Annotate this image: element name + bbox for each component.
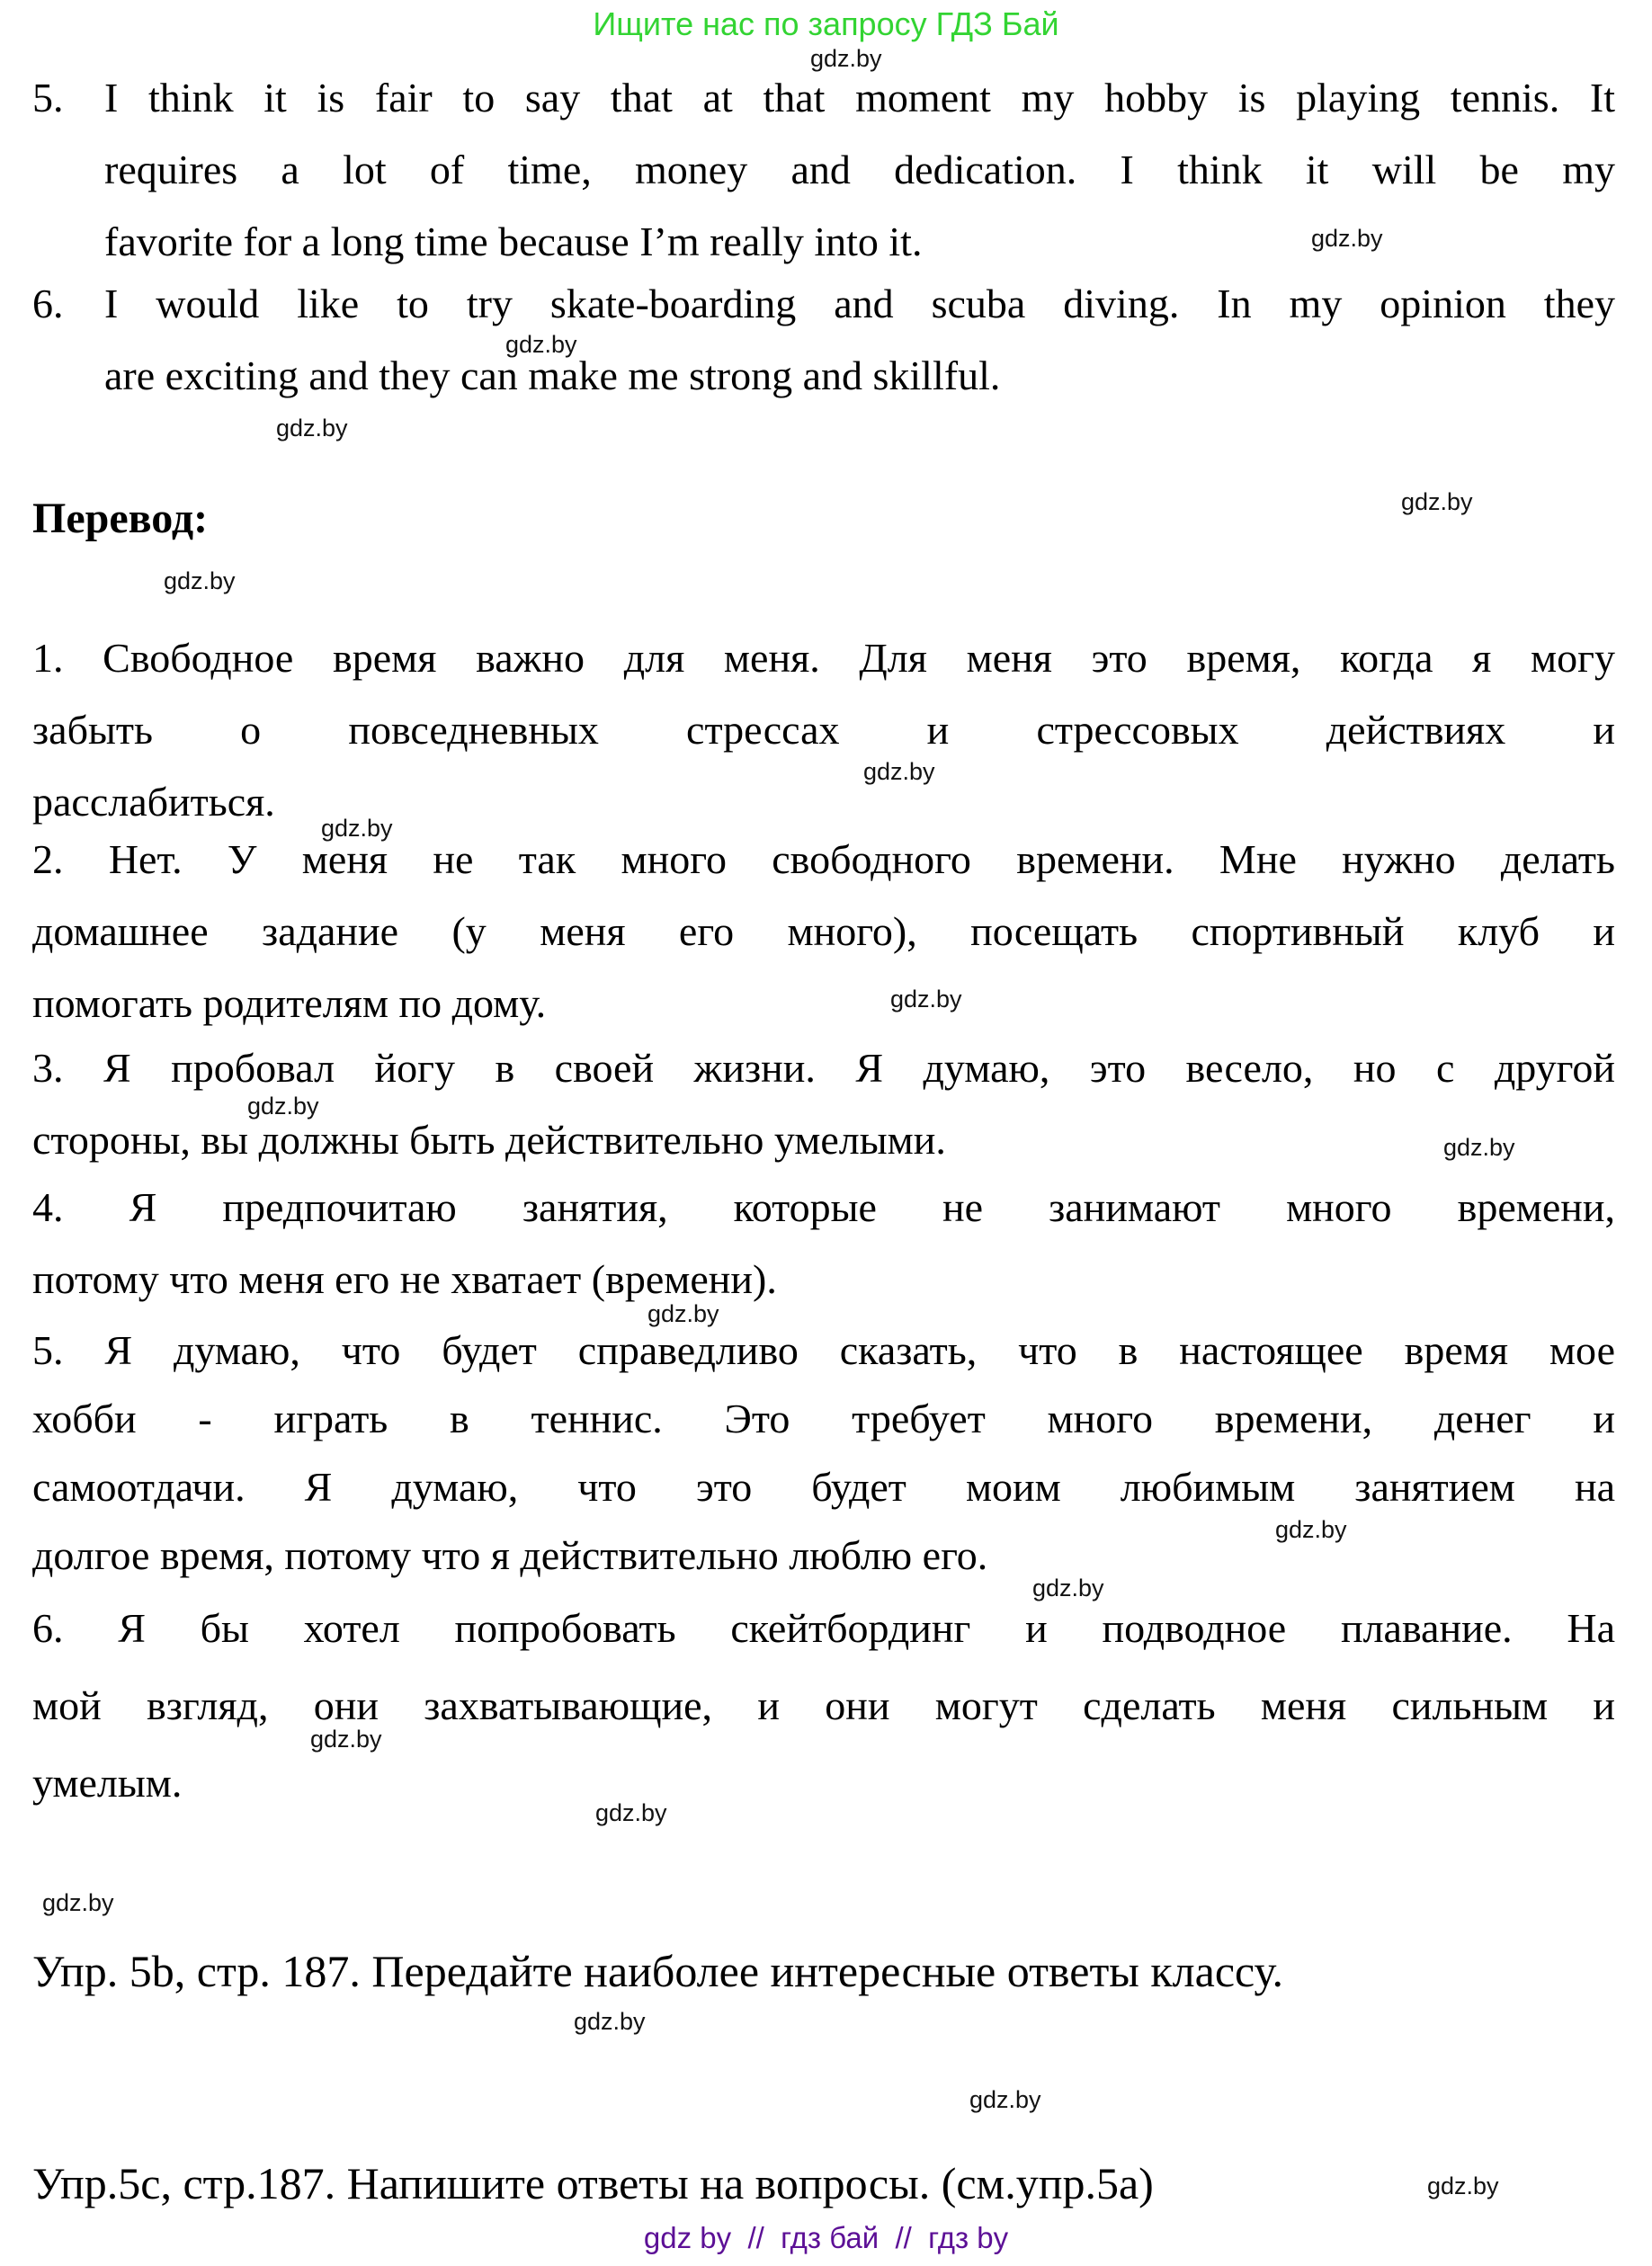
promo-banner: Ищите нас по запросу ГДЗ Бай xyxy=(593,5,1059,42)
translation-line: 6. Я бы хотел попробовать скейтбординг и подводное плавание. На xyxy=(32,1605,1615,1651)
translation-line: мой взгляд, они захватывающие, и они могут сделать меня сильным и xyxy=(32,1682,1615,1728)
translation-line: 3. Я пробовал йогу в своей жизни. Я думаю, это весело, но с другой xyxy=(32,1045,1615,1091)
translation-item-3 xyxy=(32,1032,1615,1176)
gdz-watermark: gdz.by xyxy=(969,2086,1041,2113)
answer-line-text: I would like to try skate-boarding and scuba diving. In my opinion they xyxy=(104,281,1615,326)
translation-line: домашнее задание (у меня его много), посещать спортивный клуб и xyxy=(32,908,1615,954)
answer-line: favorite for a long time because I’m really into it. xyxy=(104,219,923,264)
gdz-watermark: gdz.by xyxy=(505,331,577,358)
gdz-watermark: gdz.by xyxy=(1401,488,1473,515)
translation-item-1 xyxy=(32,622,1615,838)
answer-line xyxy=(32,62,1615,134)
item-number: 5. xyxy=(32,75,64,120)
gdz-watermark: gdz.by xyxy=(595,1799,667,1826)
translation-line: потому что меня его не хватает (времени). xyxy=(32,1256,777,1302)
translation-line: хобби - играть в теннис. Это требует много времени, денег и xyxy=(32,1396,1615,1441)
translation-line: забыть о повседневных стрессах и стрессовых действиях и xyxy=(32,707,1615,753)
gdz-watermark: gdz.by xyxy=(164,567,236,594)
translation-line: самоотдачи. Я думаю, что это будет моим любимым занятием на xyxy=(32,1464,1615,1510)
translation-item-4 xyxy=(32,1172,1615,1316)
answer-line-text: I think it is fair to say that at that moment my hobby is playing tennis. It xyxy=(104,75,1615,120)
translation-line: умелым. xyxy=(32,1760,183,1806)
gdz-watermark: gdz.by xyxy=(863,758,935,785)
translation-line: долгое время, потому что я действительно люблю его. xyxy=(32,1532,988,1578)
answer-line xyxy=(32,268,1615,340)
gdz-watermark: gdz.by xyxy=(1032,1575,1104,1601)
translation-line: расслабиться. xyxy=(32,779,275,825)
translation-line: помогать родителям по дому. xyxy=(32,980,547,1026)
gdz-watermark: gdz.by xyxy=(310,1726,382,1753)
gdz-watermark: gdz.by xyxy=(321,815,393,842)
gdz-watermark: gdz.by xyxy=(647,1300,719,1327)
gdz-watermark: gdz.by xyxy=(276,415,348,442)
item-number: 6. xyxy=(32,281,64,326)
gdz-watermark: gdz.by xyxy=(1311,225,1383,252)
translation-item-6 xyxy=(32,1590,1615,1822)
translation-line: 2. Нет. У меня не так много свободного времени. Мне нужно делать xyxy=(32,836,1615,882)
translation-item-5 xyxy=(32,1316,1615,1590)
gdz-watermark: gdz.by xyxy=(810,45,882,72)
gdz-watermark: gdz.by xyxy=(574,2008,646,2035)
gdz-watermark: gdz.by xyxy=(1427,2172,1499,2199)
translation-line: 4. Я предпочитаю занятия, которые не занимают много времени, xyxy=(32,1184,1615,1230)
gdz-watermark: gdz.by xyxy=(42,1889,114,1916)
gdz-watermark: gdz.by xyxy=(890,986,962,1013)
answer-line: are exciting and they can make me strong and skillful. xyxy=(104,352,1001,398)
exercise-note-5b: Упр. 5b, стр. 187. Передайте наиболее интересные ответы классу. xyxy=(32,1946,1284,1996)
exercise-note-5c: Упр.5с, стр.187. Напишите ответы на вопросы. (см.упр.5а) xyxy=(32,2158,1154,2208)
translation-line: стороны, вы должны быть действительно умелыми. xyxy=(32,1117,946,1163)
gdz-watermark: gdz.by xyxy=(1275,1516,1347,1543)
english-answer-5 xyxy=(32,62,1615,278)
translation-line: 1. Свободное время важно для меня. Для меня это время, когда я могу xyxy=(32,635,1615,681)
answer-line: requires a lot of time, money and dedication. I think it will be my xyxy=(104,147,1615,192)
english-answer-6 xyxy=(32,268,1615,412)
footer-links: gdz by // гдз бай // гдз by xyxy=(643,2221,1009,2254)
translation-item-2 xyxy=(32,824,1615,1039)
translation-line: 5. Я думаю, что будет справедливо сказать, что в настоящее время мое xyxy=(32,1327,1615,1373)
gdz-watermark: gdz.by xyxy=(1443,1134,1515,1161)
translation-heading: Перевод: xyxy=(32,495,209,542)
gdz-watermark: gdz.by xyxy=(247,1093,319,1120)
